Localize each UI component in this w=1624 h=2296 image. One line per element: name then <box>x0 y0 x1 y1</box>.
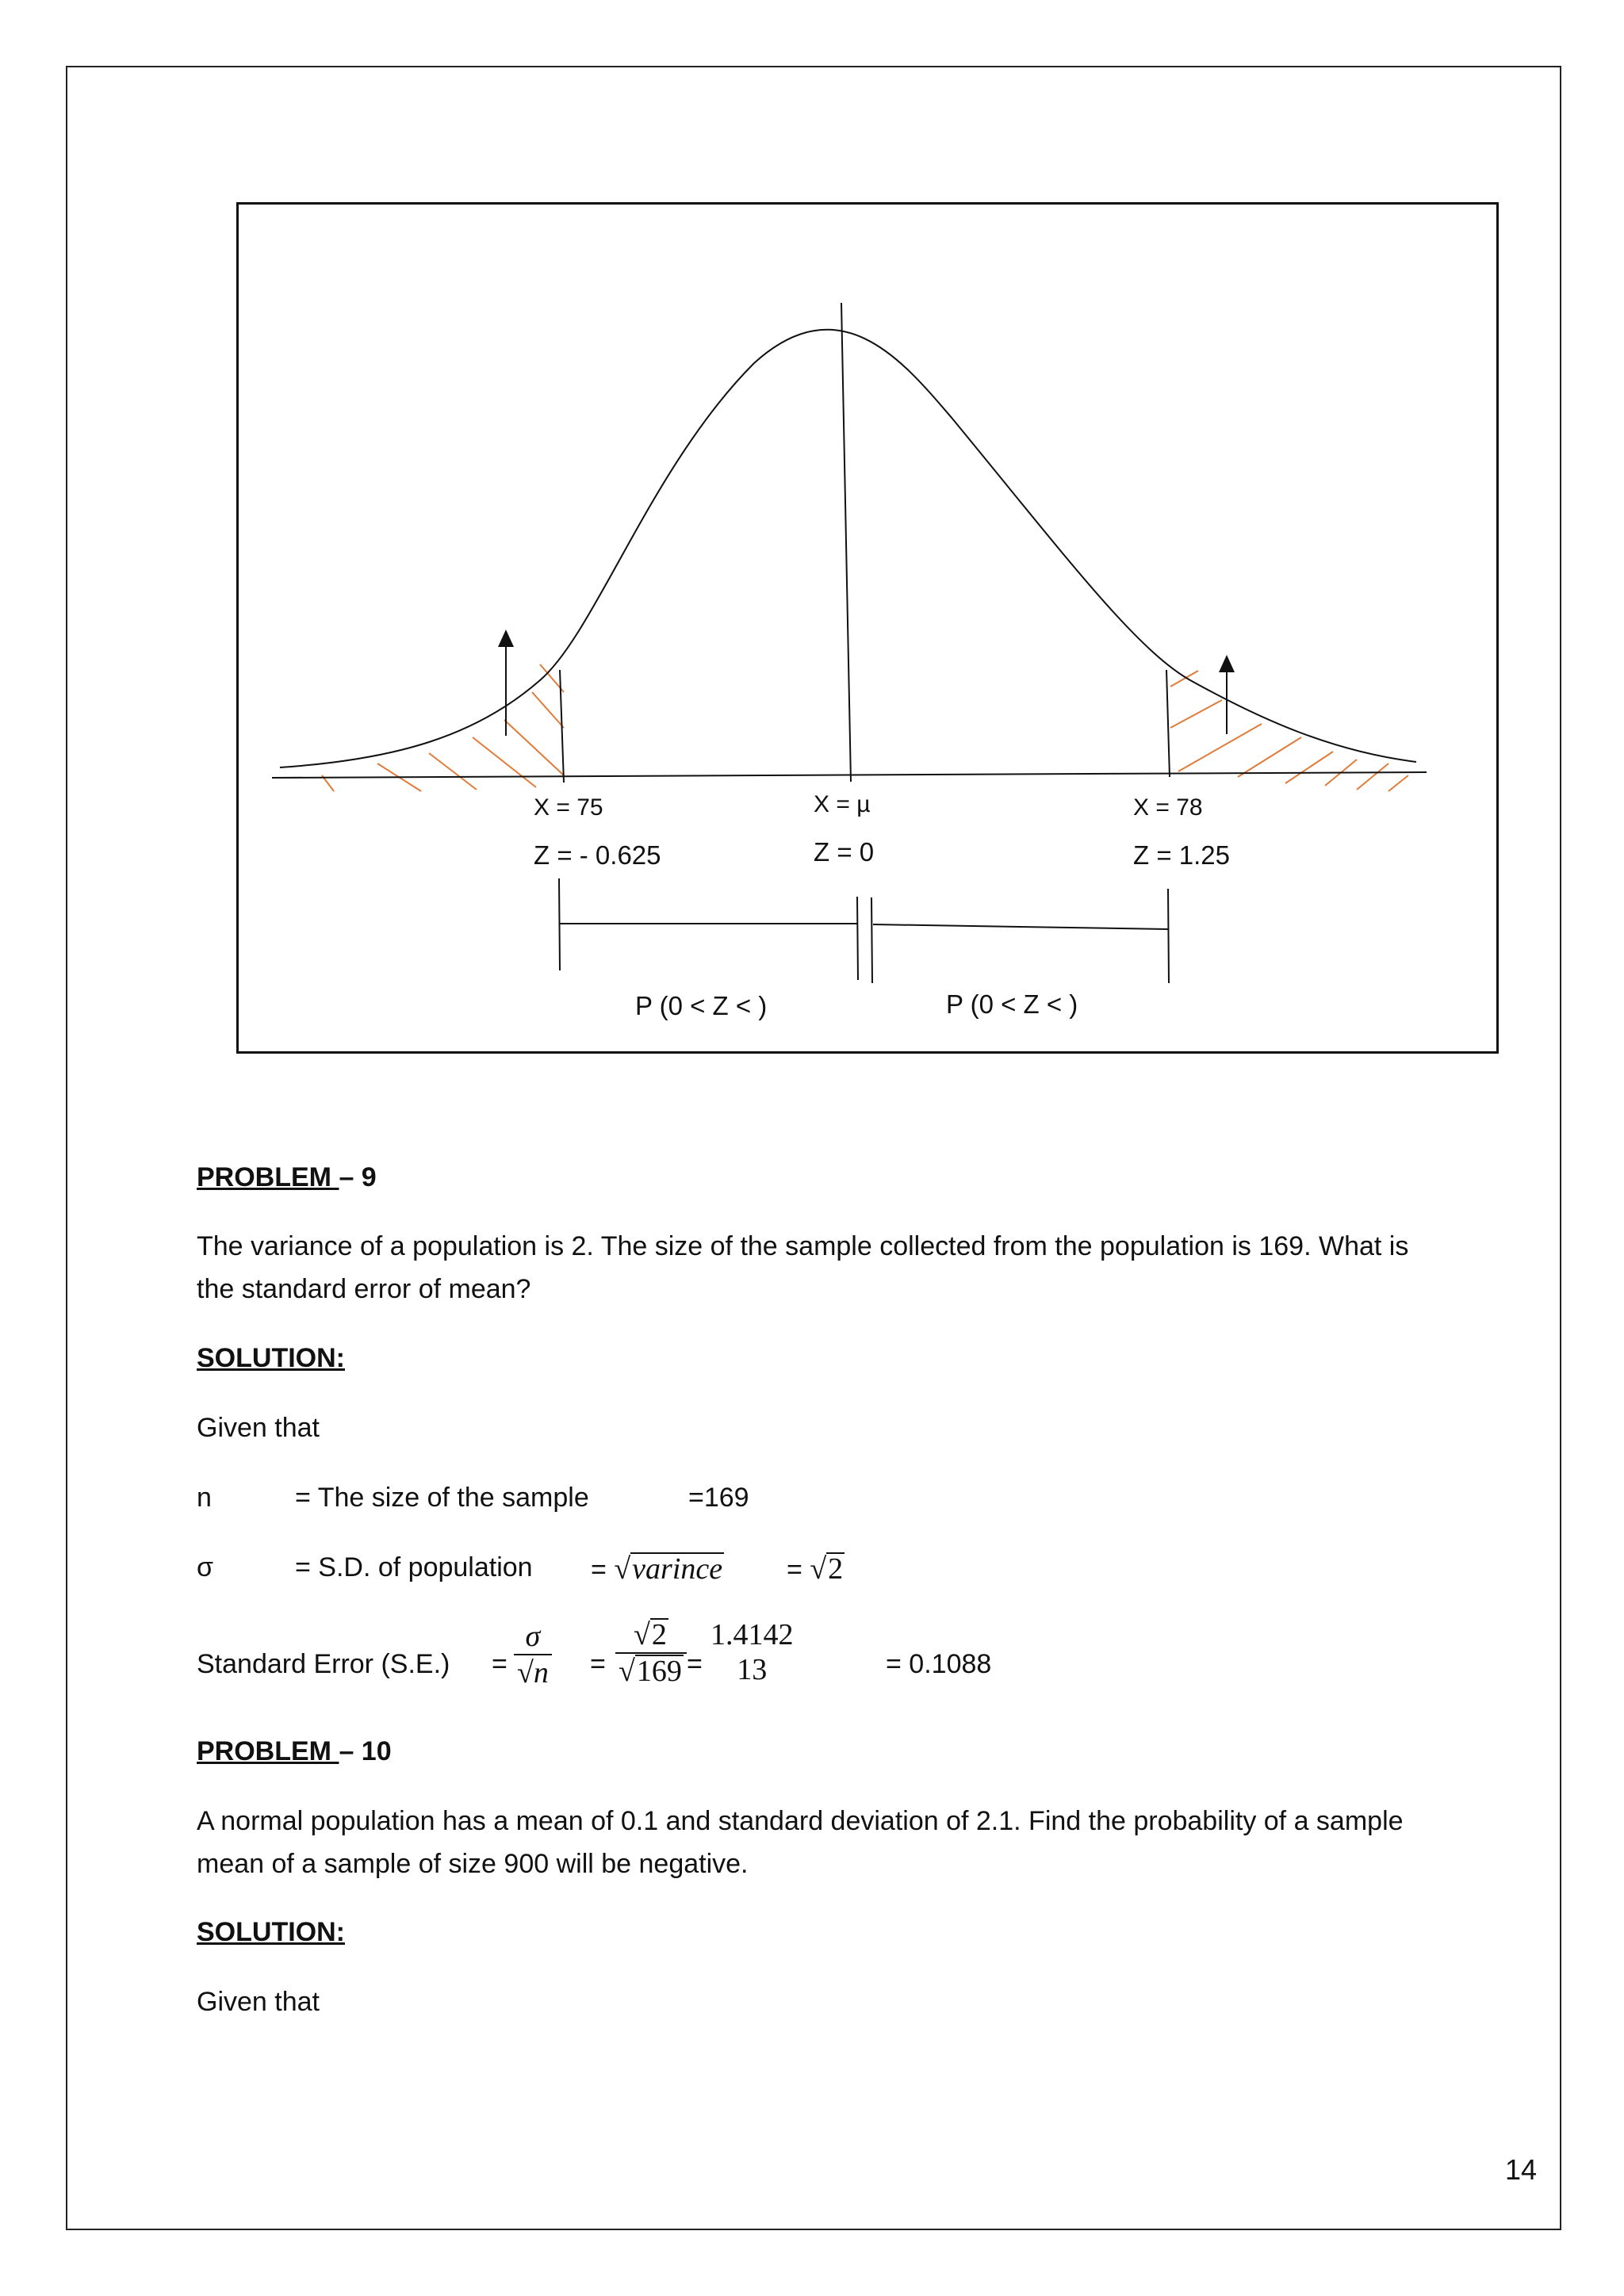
center-x-label: X = µ <box>814 791 871 817</box>
sqrt-varince: varince <box>632 1552 723 1586</box>
shaded-tails <box>322 664 1408 791</box>
problem-10-heading: PROBLEM – 10 <box>197 1736 392 1766</box>
se-equals-1: = <box>492 1649 508 1679</box>
n-symbol: n <box>197 1483 212 1513</box>
normal-curve-diagram <box>239 205 1496 1051</box>
problem-10-question: A normal population has a mean of 0.1 and standard deviation of 2.1. Find the probability of a sample mean of a sample of size 900 will be negative. <box>197 1806 1404 1879</box>
left-x-label: X = 75 <box>534 794 603 821</box>
problem-10-given: Given that <box>197 1987 320 2017</box>
sigma-equation-2: = √2 <box>787 1552 844 1586</box>
problem-9-given: Given that <box>197 1413 320 1443</box>
normal-curve-figure <box>236 202 1499 1054</box>
page-number: 14 <box>1504 2153 1537 2186</box>
problem-10-solution-label: SOLUTION: <box>197 1917 345 1947</box>
se-equals-2: = <box>590 1649 606 1679</box>
se-fraction-sigma-over-root-n: σ √n <box>514 1619 552 1690</box>
se-fraction-decimal: 1.4142 13 <box>710 1618 794 1686</box>
sigma-equation-1: = √varince <box>591 1552 723 1586</box>
mean-line <box>841 303 851 782</box>
sigma-description: = S.D. of population <box>295 1552 533 1582</box>
sqrt-two: 2 <box>828 1552 844 1586</box>
se-equals-3: = <box>687 1649 703 1679</box>
standard-error-label: Standard Error (S.E.) <box>197 1649 450 1679</box>
left-arrow-icon <box>498 629 514 647</box>
right-arrow-icon <box>1219 655 1235 672</box>
right-x-label: X = 78 <box>1133 794 1203 821</box>
se-fraction-root2-over-root169: $\frac{√2}{√169}$ <box>615 1617 687 1689</box>
problem-9-solution-label: SOLUTION: <box>197 1343 345 1373</box>
n-description: = The size of the sample <box>295 1483 589 1513</box>
right-z-label: Z = 1.25 <box>1133 840 1230 870</box>
left-probability-label: P (0 < Z < ) <box>635 991 768 1020</box>
problem-9-question: The variance of a population is 2. The size of the sample collected from the population is 169. What is the standard error of mean? <box>197 1231 1409 1304</box>
sigma-symbol: σ <box>197 1552 213 1582</box>
right-boundary-line <box>1166 670 1170 777</box>
n-value: =169 <box>688 1483 749 1513</box>
center-z-label: Z = 0 <box>814 837 875 867</box>
x-axis-line <box>272 772 1427 778</box>
bell-curve <box>280 330 1416 767</box>
se-result: = 0.1088 <box>886 1649 992 1679</box>
problem-9-heading: PROBLEM – 9 <box>197 1162 377 1192</box>
left-z-label: Z = - 0.625 <box>534 840 661 870</box>
right-probability-label: P (0 < Z < ) <box>946 989 1078 1019</box>
